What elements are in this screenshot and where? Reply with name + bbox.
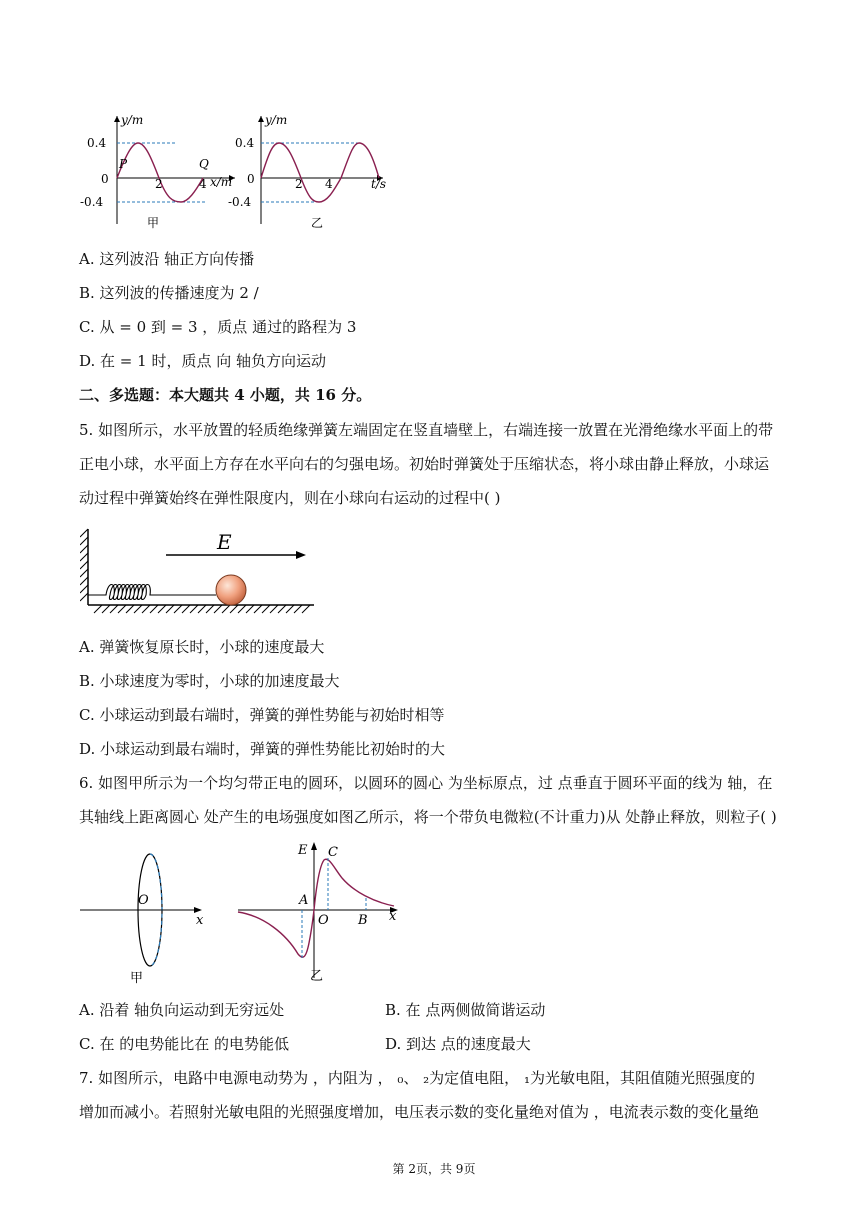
q5-option-b: B. 小球速度为零时，小球的加速度最大 bbox=[79, 672, 340, 690]
q7-stem-line1: 7. 如图所示，电路中电源电动势为 ，内阻为 ， ₀、 ₂为定值电阻， ₁为光敏电阻，其阻值随光照强度的 bbox=[79, 1069, 755, 1087]
q4-option-a: A. 这列波沿 轴正方向传播 bbox=[79, 250, 255, 268]
q6-option-c: C. 在 的电势能比在 的电势能低 bbox=[79, 1035, 290, 1053]
point-p-label: P bbox=[119, 157, 128, 171]
q4-option-b: B. 这列波的传播速度为 2 / bbox=[79, 284, 259, 302]
q5-stem-line3: 动过程中弹簧始终在弹性限度内，则在小球向右运动的过程中( ) bbox=[79, 489, 501, 507]
right-y-tick-top: 0.4 bbox=[235, 136, 255, 150]
left-y-tick-zero: 0 bbox=[101, 172, 109, 186]
graph-b-label: B bbox=[358, 913, 368, 928]
q6-stem-line2: 其轴线上距离圆心 处产生的电场强度如图乙所示，将一个带负电微粒(不计重力)从 处静止释放，则粒子( ) bbox=[79, 808, 777, 826]
graph-a-label: A bbox=[299, 893, 309, 908]
q4-option-d: D. 在 = 1 时，质点 向 轴负方向运动 bbox=[79, 352, 326, 370]
wave-graph-left bbox=[80, 113, 235, 230]
field-strength-graph bbox=[234, 838, 404, 988]
q5-option-d: D. 小球运动到最右端时，弹簧的弹性势能比初始时的大 bbox=[79, 740, 446, 758]
graph-o-label: O bbox=[318, 913, 329, 928]
left-x-axis-label: x/m bbox=[210, 175, 233, 189]
q5-option-a: A. 弹簧恢复原长时，小球的速度最大 bbox=[79, 638, 325, 656]
left-x-tick-4: 4 bbox=[199, 177, 207, 191]
q5-stem-line2: 正电小球，水平面上方存在水平向右的匀强电场。初始时弹簧处于压缩状态，将小球由静止释放，小球运 bbox=[79, 455, 770, 473]
left-caption: 甲 bbox=[147, 216, 160, 230]
right-y-tick-bottom: -0.4 bbox=[228, 195, 252, 209]
section-heading: 二、多选题：本大题共 4 小题，共 16 分。 bbox=[79, 386, 372, 404]
q6-stem-line1: 6. 如图甲所示为一个均匀带正电的圆环，以圆环的圆心 为坐标原点，过 点垂直于圆环平面的线为 轴，在 bbox=[79, 774, 773, 792]
left-y-tick-bottom: -0.4 bbox=[80, 195, 104, 209]
right-x-tick-2: 2 bbox=[295, 177, 303, 191]
q4-option-c: C. 从 = 0 到 = 3 ，质点 通过的路程为 3 bbox=[79, 318, 357, 336]
left-y-tick-top: 0.4 bbox=[87, 136, 107, 150]
wave-figures bbox=[75, 112, 395, 232]
wave-graph-right bbox=[228, 113, 386, 230]
spring-figure bbox=[80, 525, 320, 617]
left-x-tick-2: 2 bbox=[155, 177, 163, 191]
q5-option-c: C. 小球运动到最右端时，弹簧的弹性势能与初始时相等 bbox=[79, 706, 445, 724]
graph-e-label: E bbox=[298, 843, 308, 858]
page-footer: 第 2页，共 9页 bbox=[392, 1162, 476, 1176]
ring-figure bbox=[80, 838, 220, 988]
right-y-axis-label: y/m bbox=[265, 113, 288, 127]
left-y-axis-label: y/m bbox=[121, 113, 144, 127]
graph-c-label: C bbox=[328, 845, 338, 860]
graph-x-label: x bbox=[389, 909, 397, 924]
q6-option-b: B. 在 点两侧做简谐运动 bbox=[385, 1001, 546, 1019]
q7-stem-line2: 增加而减小。若照射光敏电阻的光照强度增加，电压表示数的变化量绝对值为 ，电流表示数的变化量绝 bbox=[79, 1103, 759, 1121]
ring-caption: 甲 bbox=[130, 971, 144, 986]
q6-option-a: A. 沿着 轴负向运动到无穷远处 bbox=[79, 1001, 285, 1019]
right-x-tick-4: 4 bbox=[325, 177, 333, 191]
q6-option-d: D. 到达 点的速度最大 bbox=[385, 1035, 531, 1053]
right-caption: 乙 bbox=[311, 216, 324, 230]
ring-x-label: x bbox=[196, 913, 204, 928]
ring-origin-label: O bbox=[138, 893, 149, 908]
point-q-label: Q bbox=[199, 157, 209, 171]
graph-caption: 乙 bbox=[310, 969, 324, 984]
q5-stem-line1: 5. 如图所示，水平放置的轻质绝缘弹簧左端固定在竖直墙壁上，右端连接一放置在光滑绝缘水平面上的带 bbox=[79, 421, 774, 439]
field-e-label: E bbox=[217, 530, 232, 554]
right-x-axis-label: t/s bbox=[371, 177, 387, 191]
right-y-tick-zero: 0 bbox=[247, 172, 255, 186]
